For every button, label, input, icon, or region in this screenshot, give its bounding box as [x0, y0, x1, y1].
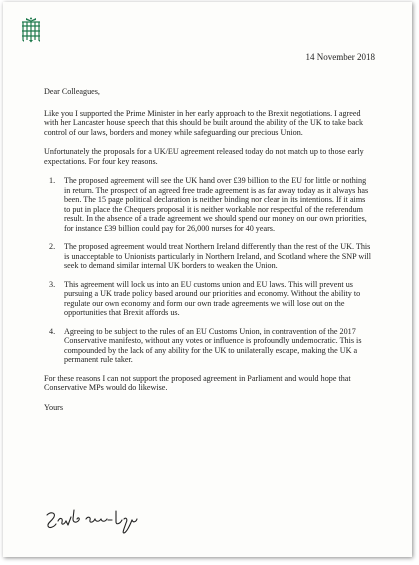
portcullis-crest-icon	[20, 17, 42, 43]
salutation: Dear Colleagues,	[44, 87, 100, 96]
reason-item	[44, 176, 372, 233]
reason-number: 2.	[49, 242, 56, 251]
letter-page	[3, 2, 412, 557]
reason-item	[44, 327, 372, 365]
reason-text: Agreeing to be subject to the rules of an EU Customs Union, in contravention of the 2017 Conservative manifesto, without any votes or influence is profoundly undemocratic. This is compounded by the lack of any ability for the UK to unilaterally escape, making the UK a permanent rule taker.	[64, 326, 362, 364]
handwritten-signature	[44, 507, 154, 535]
reason-number: 4.	[49, 326, 56, 336]
reason-item	[44, 280, 372, 318]
intro-paragraph: Like you I supported the Prime Minister in her early approach to the Brexit negotiations. I agreed with her Lancaster house speech that this should be built around the ability of the UK to take back control of our laws, borders and money while safeguarding our precious Union.	[44, 108, 364, 137]
letter-date: 14 November 2018	[305, 52, 375, 62]
reason-item	[44, 242, 372, 271]
letter-body	[44, 87, 372, 424]
reason-text: This agreement will lock us into an EU customs union and EU laws. This will prevent us pursuing a UK trade policy based around our priorities and economy. Without the ability to regulate our own economy and form our own trade agreements we will lose out on the opportunities that Brexit affords us.	[64, 279, 361, 317]
reason-text: The proposed agreement will see the UK hand over £39 billion to the EU for little or nothing in return. The prospect of an agreed free trade agreement is as far away today as it always has been. The 15 page political declaration is neither binding nor clear in its intentions. If it aims to put in place the Chequers proposal it is neither workable nor respectful of the referendum result. In the absence of a trade agreement we should spend our money on our own priorities, for instance £39 billion could pay for 26,000 nurses for 40 years.	[64, 176, 369, 233]
closing: Yours	[44, 402, 64, 412]
reasons-list	[44, 176, 372, 365]
conclusion-paragraph: For these reasons I can not support the proposed agreement in Parliament and would hope that Conservative MPs would do likewise.	[44, 373, 351, 392]
proposal-paragraph: Unfortunately the proposals for a UK/EU agreement released today do not match up to those early expectations. For four key reasons.	[44, 147, 364, 166]
reason-text: The proposed agreement would treat Northern Ireland differently than the rest of the UK. This is unacceptable to Unionists particularly in Northern Ireland, and Scotland where the SNP will seek to demand similar internal UK borders to weaken the Union.	[64, 242, 372, 270]
reason-number: 3.	[49, 279, 56, 289]
reason-number: 1.	[49, 176, 56, 185]
